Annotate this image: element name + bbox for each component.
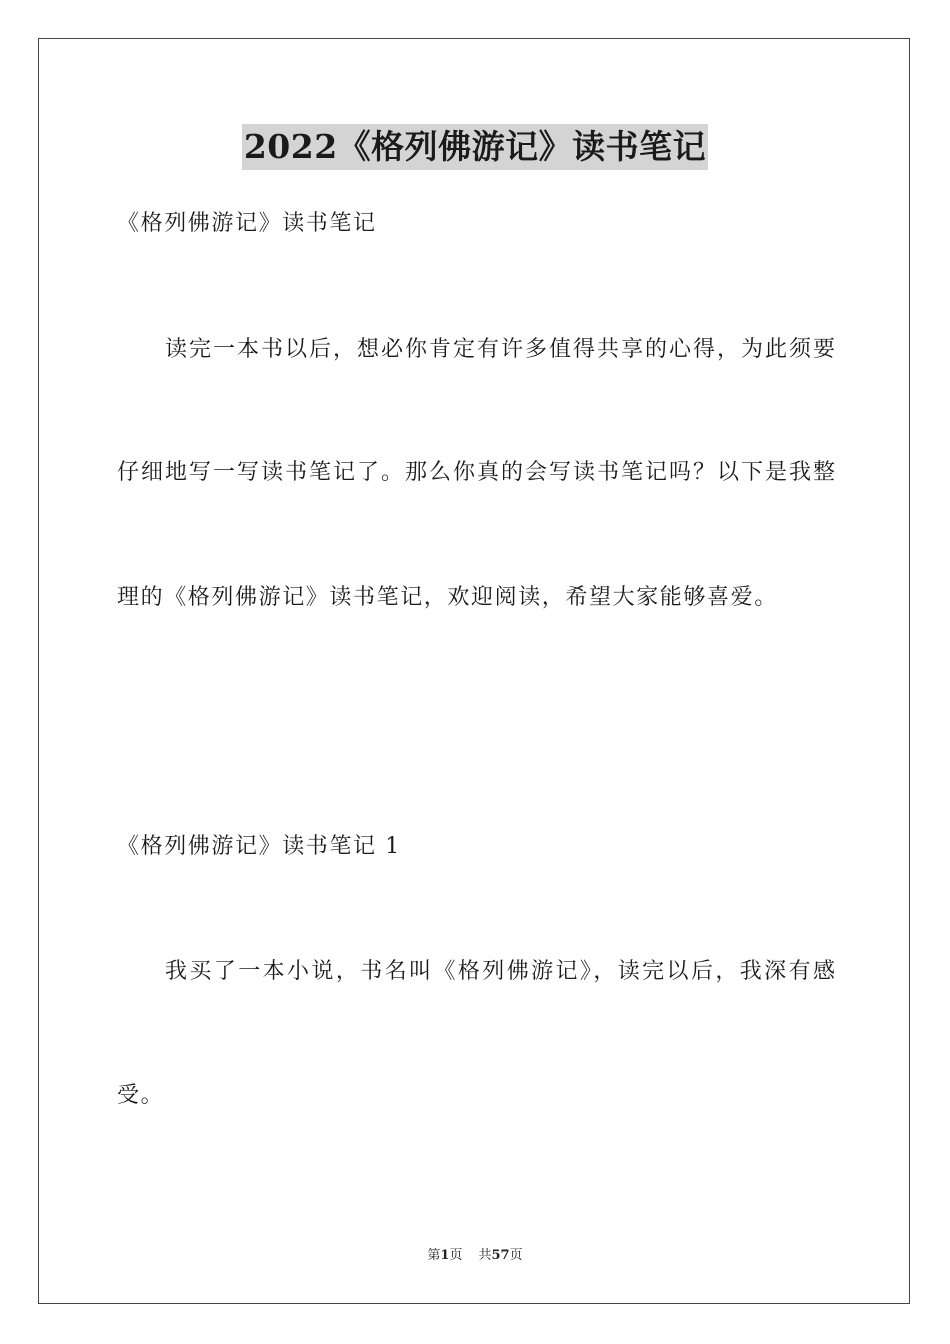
page-number: 1 (440, 1248, 450, 1263)
document-title: 2022《格列佛游记》读书笔记 (242, 124, 708, 170)
total-pages: 57 (491, 1248, 510, 1263)
intro-paragraph-line: 读完一本书以后，想必你肯定有许多值得共享的心得，为此须要 (165, 337, 835, 362)
total-prefix: 共 (478, 1248, 492, 1263)
section-heading: 《格列佛游记》读书笔记 1 (117, 834, 401, 859)
total-suffix: 页 (509, 1248, 523, 1263)
page-prefix: 第 (427, 1248, 441, 1263)
section-paragraph-line: 受。 (117, 1083, 165, 1108)
title-container (0, 124, 950, 170)
subtitle: 《格列佛游记》读书笔记 (117, 211, 377, 236)
intro-paragraph-line: 理的《格列佛游记》读书笔记，欢迎阅读，希望大家能够喜爱。 (117, 585, 778, 610)
page-footer (0, 1247, 950, 1265)
section-paragraph-line: 我买了一本小说，书名叫《格列佛游记》，读完以后，我深有感 (165, 959, 835, 984)
page-suffix: 页 (449, 1248, 463, 1263)
intro-paragraph-line: 仔细地写一写读书笔记了。那么你真的会写读书笔记吗？以下是我整 (117, 460, 835, 485)
